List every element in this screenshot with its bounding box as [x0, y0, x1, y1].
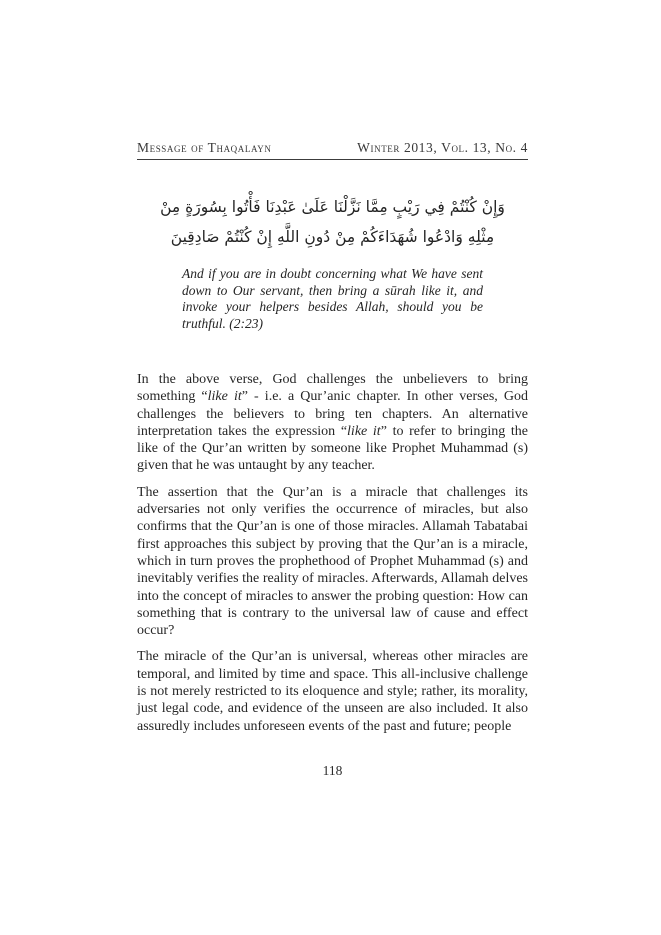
- quran-verse-arabic: [137, 192, 528, 252]
- emphasized-text: like it: [347, 423, 381, 439]
- running-header: [137, 140, 528, 160]
- page-number: 118: [322, 763, 343, 778]
- body-paragraph: [137, 484, 528, 640]
- body-paragraph: [137, 371, 528, 475]
- body-text-run: ” to refer to bringing the like of the Qur’an written by someone like Prophet Muhammad (s) given that he was untaught by any teacher.: [137, 423, 528, 474]
- article-body: [137, 371, 528, 744]
- body-text-run: ” - i.e. a Qur’anic chapter. In other verses, God challenges the believers to bring ten chapters. An alternative interpretation takes the expression “: [137, 389, 528, 439]
- body-paragraph: [137, 648, 528, 734]
- arabic-verse-line-1: وَإِنْ كُنْتُمْ فِي رَيْبٍ مِمَّا نَزَّلْنَا عَلَىٰ عَبْدِنَا فَأْتُوا بِسُورَةٍ مِنْ: [160, 198, 505, 216]
- body-text-run: The assertion that the Qur’an is a miracle that challenges its adversaries not only verifies the occurrence of miracles, but also confirms that the Qur’an is one of those miracles. Allamah Tabatabai first approaches this subject by proving that the Qur’an is a miracle, which in turn proves the prophethood of Prophet Muhammad (s) and inevitably verifies the reality of miracles. Afterwards, Allamah delves into the concept of miracles to answer the probing question: How can something that is contrary to the universal law of cause and effect occur?: [137, 484, 528, 639]
- body-text-run: In the above verse, God challenges the unbelievers to bring something “: [137, 372, 528, 405]
- verse-translation: And if you are in doubt concerning what We have sent down to Our servant, then bring a sūrah like it, and invoke your helpers besides Allah, should you be truthful. (2:23): [182, 266, 483, 331]
- arabic-verse-line-2: مِثْلِهِ وَادْعُوا شُهَدَاءَكُمْ مِنْ دُونِ اللَّهِ إِنْ كُنْتُمْ صَادِقِينَ: [170, 228, 495, 246]
- journal-title: Message of Thaqalayn: [137, 140, 272, 155]
- emphasized-text: like it: [207, 389, 242, 405]
- body-text-run: The miracle of the Qur’an is universal, whereas other miracles are temporal, and limited by time and space. This all-inclusive challenge is not merely restricted to its eloquence and style; rather, its morality, just legal code, and evidence of the unseen are also included. It also assuredly includes unforeseen events of the past and future; people: [137, 649, 528, 734]
- issue-info: Winter 2013, Vol. 13, No. 4: [357, 140, 528, 155]
